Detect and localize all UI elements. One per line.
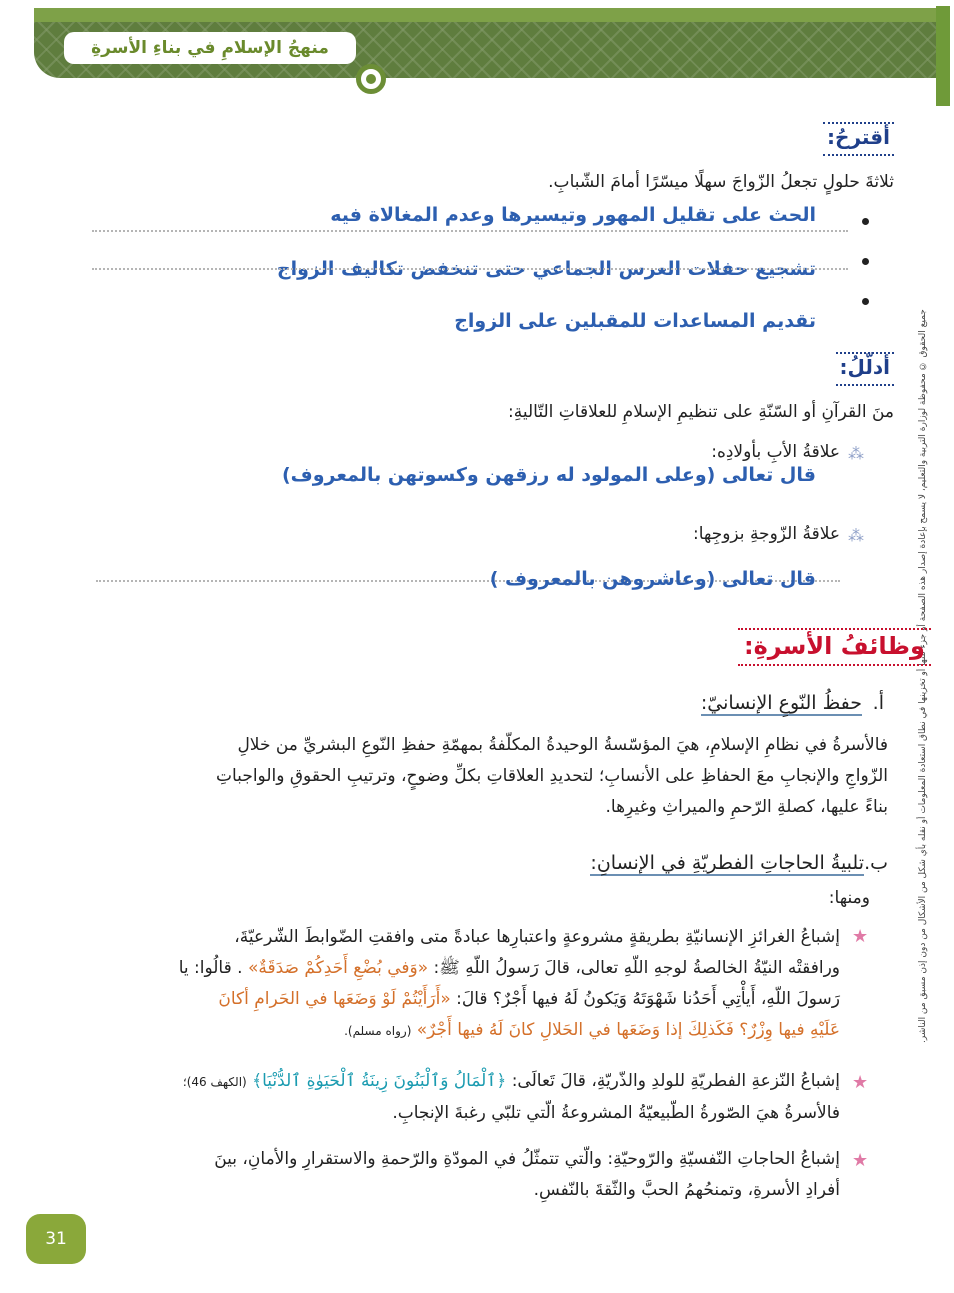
ring-center-decoration xyxy=(366,74,376,84)
paragraph-b2: إشباعُ النّزعةِ الفطريّةِ للولدِ والذّريّةِ، قالَ تَعالَى: ﴿ٱلْمَالُ وَٱلْبَنُونَ زِينَةُ ٱلْحَيَوٰةِ ٱلدُّنْيَا﴾ (الكهف 46)؛ فالأسرةُ هيَ الصّورةُ الطّبيعيّةُ المشروعةُ الّتي تلبّي رغبةَ الإنجابِ. xyxy=(182,1071,840,1123)
subsection-b-label: ب. xyxy=(864,852,888,874)
paragraph-a: فالأسرةُ في نظامِ الإسلامِ، هيَ المؤسّسةُ الوحيدةُ المكلّفةُ بمهمّةِ حفظِ النّوعِ البشريِّ من خلالِ الزّواجِ والإنجابِ معَ الحفاظِ على الأنسابِ؛ لتحديدِ العلاقاتِ بكلِّ وضوحٍ، وترتيبِ الحقوقِ والواجباتِ بناءً عليها، كصلةِ الرّحمِ والميراثِ وغيرِها. xyxy=(216,735,888,817)
bullet-icon xyxy=(862,298,869,305)
page-number: 31 xyxy=(26,1214,86,1264)
snowflake-icon: ⁂ xyxy=(848,526,864,545)
copyright-note: جميع الحقوق © محفوظة لوزارة التربية والتعليم، لا يسمح بإعادة إصدار هذه الصفحة أو جزء منها أو تخزينها في نطاق استعادة المعلومات أو نقله بأي شكل من الأشكال من دون إذن مسبق من الناشر. xyxy=(918,309,928,1043)
paragraph-b3: إشباعُ الحاجاتِ النّفسيّةِ والرّوحيّةِ: والّتي تتمثّلُ في المودّةِ والرّحمةِ والاستقرارِ والأمانِ، بينَ أفرادِ الأسرةِ، وتمنحُهمُ الحبَّ والثّقةَ بالنّفسِ. xyxy=(214,1149,840,1200)
subsection-b-intro: ومنها: xyxy=(828,888,870,908)
header-banner-top xyxy=(34,8,950,22)
star-icon: ★ xyxy=(852,1150,869,1171)
answer-line xyxy=(92,268,848,270)
snowflake-icon: ⁂ xyxy=(848,444,864,463)
subsection-a-label: أ. xyxy=(872,692,884,714)
chapter-title: منهجُ الإسلامِ في بناءِ الأسرةِ xyxy=(64,32,356,64)
evidence-item-2-label: علاقةُ الزّوجةِ بزوجِها: xyxy=(692,524,840,544)
section-title: وظائفُ الأسرةِ: xyxy=(738,628,931,666)
paragraph-b1: إشباعُ الغرائزِ الإنسانيّةِ بطريقةٍ مشروعةٍ واعتبارِها عبادةً متى وافقتِ الضّوابطَ الشّرعيّةَ، ورافقتْه النيّةُ الخالصةُ لوجهِ اللّهِ تعالى، قالَ رَسولُ اللّهِ ﷺ: «وَفي بُضْعِ أَحَدِكُمْ صَدَقَةٌ» . قالُوا: يا رَسولَ اللّهِ، أَيأْتِي أَحَدُنا شَهْوَتَهُ وَيَكونُ لَهُ فيها أَجْرٌ؟ قالَ: «أَرَأَيْتُمْ لَوْ وَضَعَها في الحَرامِ أكانَ عَلَيْهِ فيها وِزْرٌ؟ فَكَذلِكَ إذا وَضَعَها في الحَلالِ كانَ لَهُ فيها أَجْرٌ» (رواه مسلم). xyxy=(178,927,840,1040)
suggest-heading: أقترحُ: xyxy=(823,122,894,156)
evidence-heading: أدلّلُ: xyxy=(836,352,894,386)
subsection-b-title: تلبيةُ الحاجاتِ الفطريّةِ في الإنسانِ: xyxy=(590,852,864,874)
suggest-answer-1: الحث على تقليل المهور وتيسيرها وعدم المغالاة فيه xyxy=(330,204,816,226)
evidence-prompt: منَ القرآنِ أو السّنّةِ على تنظيمِ الإسلامِ للعلاقاتِ التّاليةِ: xyxy=(508,402,894,422)
bullet-icon xyxy=(862,258,869,265)
suggest-answer-2: تشجيع حفلات العرس الجماعي حتى تنخفض تكاليف الزواج xyxy=(276,258,816,280)
suggest-prompt: ثلاثةَ حلولٍ تجعلُ الزّواجَ سهلًا ميسّرًا أمامَ الشّبابِ. xyxy=(548,172,894,192)
evidence-item-2-answer: قال تعالى (وعاشروهن بالمعروف ) xyxy=(489,568,816,590)
evidence-item-1-answer: قال تعالى (وعلى المولود له رزقهن وكسوتهن بالمعروف) xyxy=(281,464,816,486)
bullet-icon xyxy=(862,218,869,225)
suggest-answer-3: تقديم المساعدات للمقبلين على الزواج xyxy=(454,310,816,332)
subsection-a-title: حفظُ النّوعِ الإنسانيّ: xyxy=(700,692,862,714)
star-icon: ★ xyxy=(852,1072,869,1093)
answer-line xyxy=(92,230,848,232)
star-icon: ★ xyxy=(852,926,869,947)
page-edge-decoration xyxy=(936,6,950,106)
evidence-item-1-label: علاقةُ الأبِ بأولادِه: xyxy=(711,442,840,462)
